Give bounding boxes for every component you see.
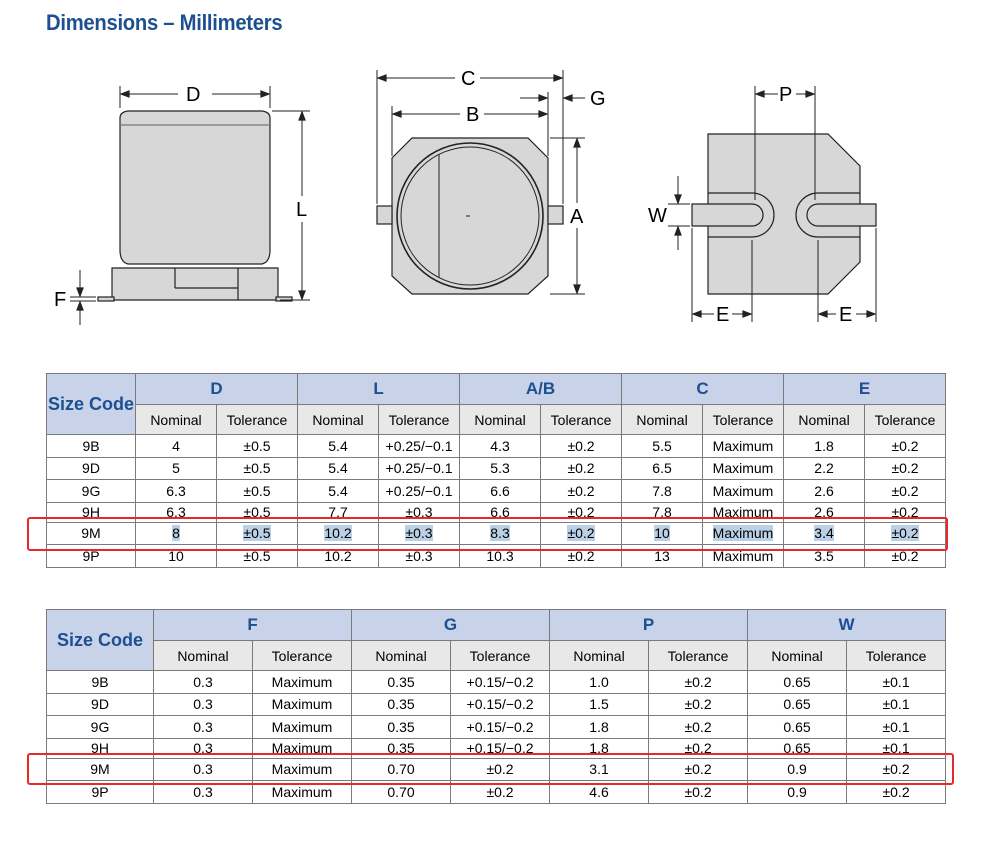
group-header-C: C xyxy=(622,374,784,405)
table-cell: +0.25/−0.1 xyxy=(379,457,460,480)
label-P: P xyxy=(779,84,793,106)
table-cell: ±0.2 xyxy=(541,502,622,522)
table-cell: ±0.2 xyxy=(649,716,748,739)
sub-header: Nominal xyxy=(460,405,541,435)
side-view-drawing xyxy=(70,86,310,325)
page-title: Dimensions – Millimeters xyxy=(46,10,283,35)
table-cell: ±0.1 xyxy=(847,738,946,758)
table-cell: 6.3 xyxy=(136,502,217,522)
label-D: D xyxy=(186,84,201,106)
group-header-G: G xyxy=(352,610,550,641)
table-cell: Maximum xyxy=(703,545,784,568)
label-G: G xyxy=(590,88,606,110)
table-cell: 4.6 xyxy=(550,781,649,804)
table-cell: ±0.5 xyxy=(217,435,298,458)
table-row xyxy=(47,435,946,458)
table-cell: ±0.2 xyxy=(541,545,622,568)
table-cell: Maximum xyxy=(253,738,352,758)
table-cell: 7.7 xyxy=(298,502,379,522)
table-cell: Maximum xyxy=(253,758,352,781)
table-cell: 0.3 xyxy=(154,693,253,716)
highlighted-value: ±0.2 xyxy=(891,525,919,542)
table-cell: ±0.2 xyxy=(865,457,946,480)
table-cell: 0.70 xyxy=(352,781,451,804)
table-cell: Maximum xyxy=(253,693,352,716)
table-cell: ±0.3 xyxy=(379,545,460,568)
table-cell: 3.1 xyxy=(550,758,649,781)
size-code-cell: 9G xyxy=(47,480,136,503)
table-cell: ±0.2 xyxy=(865,480,946,503)
group-header-F: F xyxy=(154,610,352,641)
table-cell: ±0.5 xyxy=(217,480,298,503)
top-view-drawing xyxy=(377,70,585,294)
table-cell: 1.5 xyxy=(550,693,649,716)
sub-header: Nominal xyxy=(748,641,847,671)
size-code-cell: 9B xyxy=(47,671,154,694)
table-cell: ±0.2 xyxy=(541,435,622,458)
highlighted-value: ±0.5 xyxy=(243,525,271,542)
table-cell: 5.4 xyxy=(298,435,379,458)
table-cell: 2.6 xyxy=(784,480,865,503)
label-E-right: E xyxy=(839,304,853,326)
table-cell: ±0.5 xyxy=(217,545,298,568)
label-W: W xyxy=(648,205,667,227)
highlighted-value: ±0.3 xyxy=(405,525,433,542)
table-cell: 7.8 xyxy=(622,502,703,522)
table-cell: 0.3 xyxy=(154,781,253,804)
table-row xyxy=(47,716,946,739)
sub-header: Nominal xyxy=(784,405,865,435)
label-E-left: E xyxy=(716,304,730,326)
table-cell: ±0.1 xyxy=(847,671,946,694)
sub-header: Tolerance xyxy=(865,405,946,435)
size-code-header: Size Code xyxy=(47,374,136,435)
table-cell: 0.35 xyxy=(352,693,451,716)
table-cell: +0.25/−0.1 xyxy=(379,480,460,503)
table-cell: ±0.2 xyxy=(649,781,748,804)
table-cell: ±0.2 xyxy=(865,502,946,522)
size-code-cell: 9G xyxy=(47,716,154,739)
table-cell: 0.65 xyxy=(748,738,847,758)
table-cell: 0.35 xyxy=(352,716,451,739)
table-cell: ±0.2 xyxy=(847,781,946,804)
table-row xyxy=(47,671,946,694)
table-cell: ±0.2 xyxy=(649,693,748,716)
table-cell: Maximum xyxy=(253,716,352,739)
group-header-E: E xyxy=(784,374,946,405)
table-cell: Maximum xyxy=(253,781,352,804)
table-cell: ±0.1 xyxy=(847,693,946,716)
sub-header: Tolerance xyxy=(847,641,946,671)
sub-header: Nominal xyxy=(550,641,649,671)
table-cell: +0.15/−0.2 xyxy=(451,738,550,758)
table-cell: ±0.2 xyxy=(865,545,946,568)
highlight-box-9m-table-1 xyxy=(27,517,948,551)
table-cell: ±0.5 xyxy=(217,502,298,522)
table-row xyxy=(47,693,946,716)
table-cell: ±0.2 xyxy=(541,480,622,503)
table-cell: 0.65 xyxy=(748,693,847,716)
table-cell: 5 xyxy=(136,457,217,480)
table-cell: Maximum xyxy=(253,671,352,694)
sub-header: Tolerance xyxy=(541,405,622,435)
table-cell: 13 xyxy=(622,545,703,568)
highlighted-value: ±0.2 xyxy=(567,525,595,542)
label-C: C xyxy=(461,68,476,90)
table-cell: ±0.3 xyxy=(379,502,460,522)
table-cell: 3.5 xyxy=(784,545,865,568)
size-code-cell: 9D xyxy=(47,693,154,716)
highlighted-value: 3.4 xyxy=(814,525,834,542)
size-code-cell: 9P xyxy=(47,545,136,568)
label-A: A xyxy=(570,206,584,228)
sub-header: Nominal xyxy=(622,405,703,435)
table-cell: 1.8 xyxy=(784,435,865,458)
table-cell: 5.4 xyxy=(298,457,379,480)
size-code-cell: 9H xyxy=(47,738,154,758)
table-cell: 0.3 xyxy=(154,716,253,739)
sub-header: Nominal xyxy=(136,405,217,435)
group-header-D: D xyxy=(136,374,298,405)
table-cell: 5.4 xyxy=(298,480,379,503)
sub-header: Tolerance xyxy=(451,641,550,671)
sub-header: Tolerance xyxy=(253,641,352,671)
table-cell: ±0.2 xyxy=(451,758,550,781)
table-cell: 5.5 xyxy=(622,435,703,458)
sub-header: Nominal xyxy=(154,641,253,671)
table-cell: ±0.2 xyxy=(649,671,748,694)
highlighted-value: 10 xyxy=(654,525,670,542)
group-header-L: L xyxy=(298,374,460,405)
table-cell: 0.9 xyxy=(748,758,847,781)
table-cell: 1.8 xyxy=(550,738,649,758)
group-header-AB: A/B xyxy=(460,374,622,405)
highlighted-value: 8.3 xyxy=(490,525,510,542)
table-cell: Maximum xyxy=(703,457,784,480)
table-cell: 0.3 xyxy=(154,758,253,781)
sub-header: Tolerance xyxy=(379,405,460,435)
group-header-W: W xyxy=(748,610,946,641)
table-cell: Maximum xyxy=(703,480,784,503)
group-header-P: P xyxy=(550,610,748,641)
sub-header: Tolerance xyxy=(649,641,748,671)
highlighted-value: 10.2 xyxy=(324,525,352,542)
table-cell: 10.3 xyxy=(460,545,541,568)
size-code-cell: 9H xyxy=(47,502,136,522)
table-cell: 7.8 xyxy=(622,480,703,503)
table-cell: ±0.2 xyxy=(649,758,748,781)
sub-header: Nominal xyxy=(352,641,451,671)
table-cell: 2.2 xyxy=(784,457,865,480)
table-cell: ±0.2 xyxy=(541,457,622,480)
highlighted-value: 8 xyxy=(172,525,180,542)
table-cell: 0.70 xyxy=(352,758,451,781)
sub-header: Nominal xyxy=(298,405,379,435)
table-cell: ±0.1 xyxy=(847,716,946,739)
table-cell: 0.35 xyxy=(352,671,451,694)
bottom-view-drawing xyxy=(668,86,876,322)
table-row xyxy=(47,480,946,503)
dimension-drawings xyxy=(0,0,996,340)
table-cell: ±0.2 xyxy=(865,435,946,458)
highlighted-value: Maximum xyxy=(712,525,774,542)
table-cell: 1.0 xyxy=(550,671,649,694)
size-code-cell: 9M xyxy=(47,522,136,545)
table-cell: Maximum xyxy=(703,502,784,522)
label-B: B xyxy=(466,104,480,126)
table-cell: 6.6 xyxy=(460,480,541,503)
table-cell: ±0.2 xyxy=(451,781,550,804)
size-code-cell: 9P xyxy=(47,781,154,804)
table-cell: 6.3 xyxy=(136,480,217,503)
table-cell: 1.8 xyxy=(550,716,649,739)
sub-header: Tolerance xyxy=(703,405,784,435)
table-cell: 0.65 xyxy=(748,716,847,739)
size-code-cell: 9B xyxy=(47,435,136,458)
size-code-header: Size Code xyxy=(47,610,154,671)
table-cell: +0.25/−0.1 xyxy=(379,435,460,458)
table-cell: 2.6 xyxy=(784,502,865,522)
table-cell: ±0.2 xyxy=(649,738,748,758)
table-cell: 0.3 xyxy=(154,738,253,758)
highlight-box-9m-table-2 xyxy=(27,753,954,785)
table-cell: 4 xyxy=(136,435,217,458)
table-cell: 5.3 xyxy=(460,457,541,480)
table-cell: Maximum xyxy=(703,435,784,458)
size-code-cell: 9M xyxy=(47,758,154,781)
table-cell: 10.2 xyxy=(298,545,379,568)
table-cell: 0.9 xyxy=(748,781,847,804)
sub-header: Tolerance xyxy=(217,405,298,435)
table-cell: 6.5 xyxy=(622,457,703,480)
table-cell: +0.15/−0.2 xyxy=(451,671,550,694)
label-L: L xyxy=(296,199,308,221)
table-row xyxy=(47,457,946,480)
table-cell: 6.6 xyxy=(460,502,541,522)
table-cell: +0.15/−0.2 xyxy=(451,693,550,716)
table-cell: +0.15/−0.2 xyxy=(451,716,550,739)
table-cell: 10 xyxy=(136,545,217,568)
label-F: F xyxy=(54,289,67,311)
table-cell: 4.3 xyxy=(460,435,541,458)
size-code-cell: 9D xyxy=(47,457,136,480)
table-cell: ±0.2 xyxy=(847,758,946,781)
table-cell: ±0.5 xyxy=(217,457,298,480)
table-cell: 0.65 xyxy=(748,671,847,694)
table-cell: 0.3 xyxy=(154,671,253,694)
table-cell: 0.35 xyxy=(352,738,451,758)
